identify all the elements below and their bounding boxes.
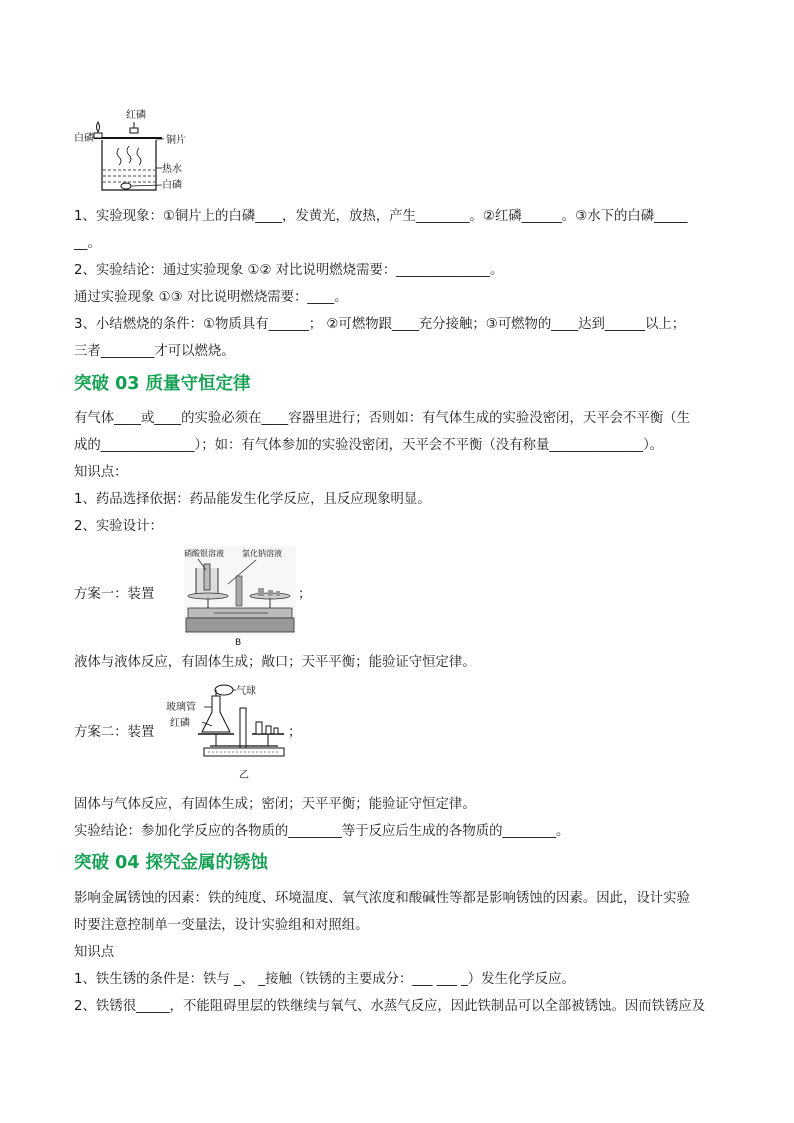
plan-2-label: 方案二：装置 <box>74 725 155 740</box>
s1-line-1: 1、实验现象：①铜片上的白磷____，发黄光，放热，产生________。②红磷______。③水下的白磷_____ <box>74 209 688 224</box>
label-glass-tube: 玻璃管 <box>166 702 196 713</box>
s1-line-2: __。 <box>74 236 101 251</box>
s3-line-1: 有气体____或____的实验必须在____容器里进行；否则如：有气体生成的实验没密闭，天平会不平衡（生 <box>74 411 690 426</box>
figure-b-caption: B <box>235 638 242 648</box>
label-balloon: 气球 <box>236 686 256 697</box>
s4-line-4: 1、铁生锈的条件是：铁与 _、 _接触（铁锈的主要成分：___ ___ _）发生化学反应。 <box>74 972 575 987</box>
label-hot-water: 热水 <box>162 164 182 175</box>
plan-2-semicolon: ； <box>288 725 302 740</box>
s1-line-4: 通过实验现象 ①③ 对比说明燃烧需要：____。 <box>74 290 348 305</box>
s3-line-4: 1、药品选择依据：药品能发生化学反应，且反应现象明显。 <box>74 492 431 507</box>
label-sodium-chloride: 氯化钠溶液 <box>242 549 282 558</box>
figure-yi-caption: 乙 <box>239 770 249 781</box>
balance-yi-figure <box>166 682 294 782</box>
plan-1-semicolon: ； <box>298 587 312 602</box>
s3-line-3: 知识点： <box>74 465 128 480</box>
s1-line-6: 三者________才可以燃烧。 <box>74 344 235 359</box>
label-copper-sheet: 铜片 <box>166 135 186 146</box>
s4-line-1: 影响金属锈蚀的因素：铁的纯度、环境温度、氧气浓度和酸碱性等都是影响锈蚀的因素。因此，设计实验 <box>74 891 690 906</box>
label-silver-nitrate: 硝酸银溶液 <box>184 549 224 558</box>
s3-line-2: 成的______________）；如：有气体参加的实验没密闭，天平会不平衡（没有称量______________）。 <box>74 438 664 453</box>
s1-line-3: 2、实验结论：通过实验现象 ①② 对比说明燃烧需要：______________。 <box>74 263 504 278</box>
s3-line-6: 液体与液体反应，有固体生成；敞口；天平平衡；能验证守恒定律。 <box>74 655 476 670</box>
label-red-phosphorus-2: 红磷 <box>170 718 190 729</box>
s4-line-3: 知识点 <box>74 945 115 960</box>
heading-03: 突破 03 质量守恒定律 <box>74 374 251 394</box>
s3-line-5: 2、实验设计： <box>74 519 163 534</box>
label-white-phosphorus-top: 白磷 <box>74 133 94 144</box>
heading-04: 突破 04 探究金属的锈蚀 <box>74 853 269 873</box>
label-white-phosphorus-bottom: 白磷 <box>162 180 182 191</box>
s4-line-5: 2、铁锈很_____，不能阻碍里层的铁继续与氧气、水蒸气反应，因此铁制品可以全部被锈蚀。因而铁锈应及 <box>74 999 706 1014</box>
s3-line-8: 实验结论：参加化学反应的各物质的________等于反应后生成的各物质的________。 <box>74 824 570 839</box>
plan-1-label: 方案一：装置 <box>74 587 155 602</box>
s3-line-7: 固体与气体反应，有固体生成；密闭；天平平衡；能验证守恒定律。 <box>74 797 476 812</box>
label-red-phosphorus: 红磷 <box>126 110 146 121</box>
s1-line-5: 3、小结燃烧的条件：①物质具有______； ②可燃物跟____充分接触；③可燃物的____达到______以上； <box>74 317 686 332</box>
s4-line-2: 时要注意控制单一变量法，设计实验组和对照组。 <box>74 918 369 933</box>
balance-b-figure <box>184 546 296 650</box>
combustion-apparatus-figure <box>74 108 194 194</box>
